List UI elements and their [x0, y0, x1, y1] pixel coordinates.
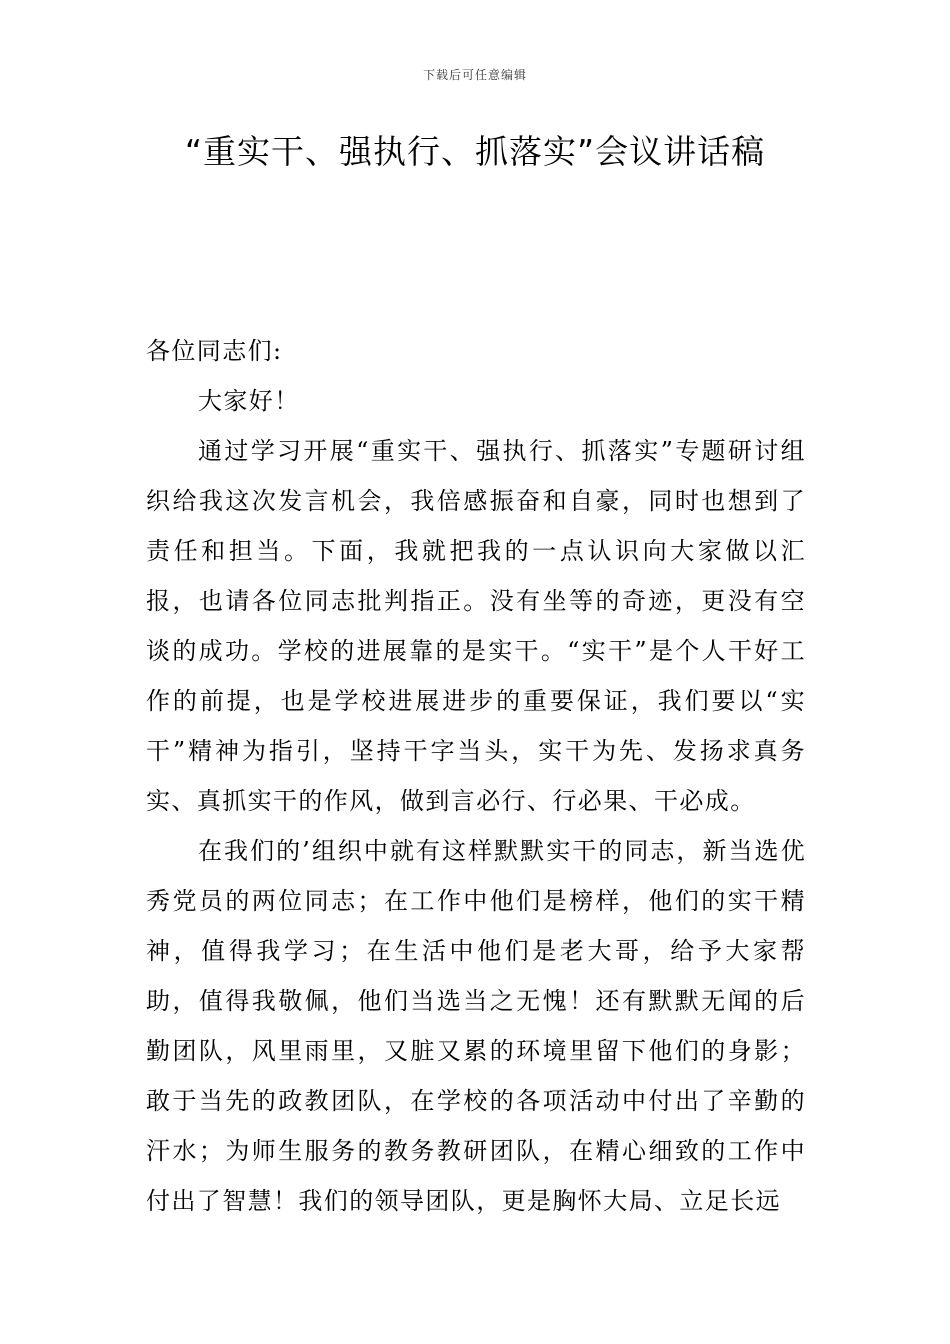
header-note: 下载后可任意编辑: [422, 68, 527, 82]
body-paragraph: 通过学习开展“重实干、强执行、抓落实”专题研讨组织给我这次发言机会，我倍感振奋和自豪，同时也想到了责任和担当。下面，我就把我的一点认识向大家做以汇报，也请各位同志批判指正。没有坐等的奇迹，更没有空谈的成功。学校的进展靠的是实干。“实干”是个人干好工作的前提，也是学校进展进步的重要保证，我们要以“实干”精神为指引，坚持干字当头，实干为先、发扬求真务实、真抓实干的作风，做到言必行、行必果、干必成。: [146, 437, 806, 815]
document-title: “重实干、强执行、抓落实”会议讲话稿: [184, 132, 766, 171]
salutation: 各位同志们:: [146, 337, 283, 365]
body-paragraph: 在我们的’组织中就有这样默默实干的同志，新当选优秀党员的两位同志；在工作中他们是榜样，他们的实干精神，值得我学习；在生活中他们是老大哥，给予大家帮助，值得我敬佩，他们当选当之无愧！还有默默无闻的后勤团队，风里雨里，又脏又累的环境里留下他们的身影；敢于当先的政教团队，在学校的各项活动中付出了辛勤的汗水；为师生服务的教务教研团队，在精心细致的工作中付出了智慧！我们的领导团队，更是胸怀大局、立足长远: [146, 837, 806, 1215]
document-body: [146, 326, 806, 1226]
greeting: 大家好！: [198, 387, 300, 415]
